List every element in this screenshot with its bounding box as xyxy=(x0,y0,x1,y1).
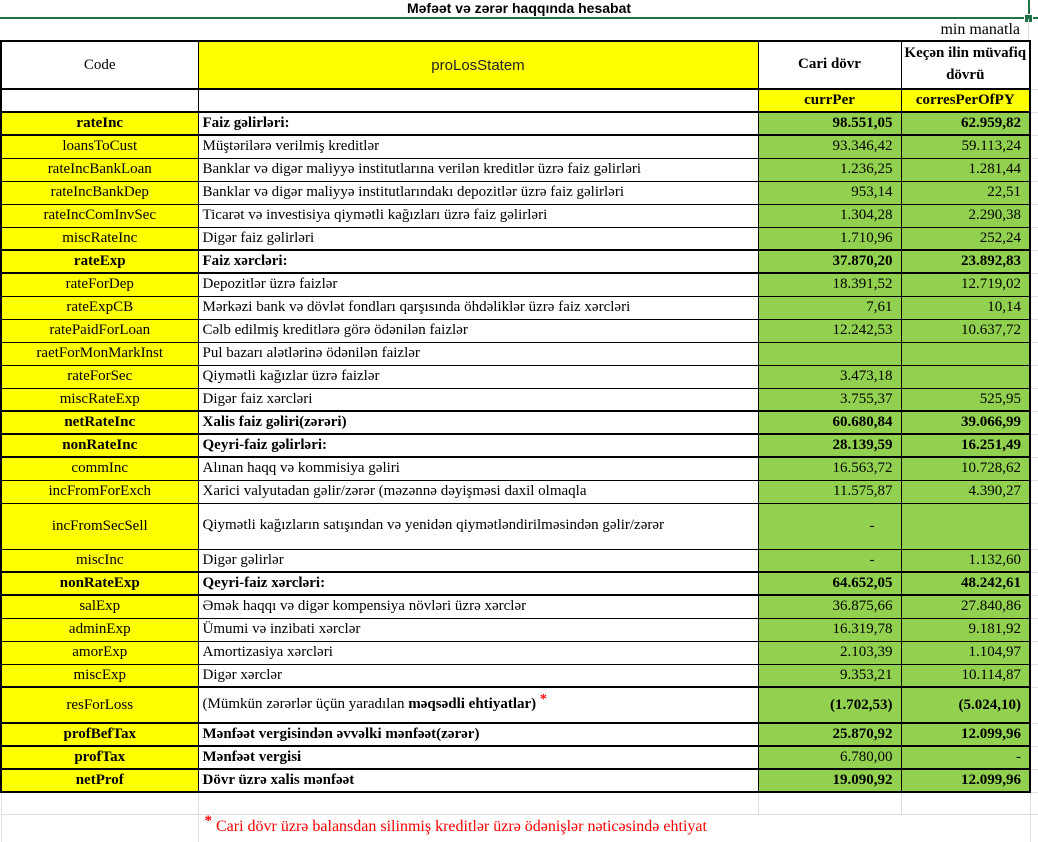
code-cell[interactable]: rateIncBankDep xyxy=(1,181,198,204)
code-cell[interactable]: loansToCust xyxy=(1,135,198,158)
description-cell[interactable]: Xarici valyutadan gəlir/zərər (məzənnə dəyişməsi daxil olmaqla xyxy=(198,480,758,503)
grid-gutter xyxy=(1030,434,1038,457)
code-cell[interactable]: rateInc xyxy=(1,112,198,135)
unit-note-cell[interactable]: min manatla xyxy=(940,21,1020,38)
grid-gutter xyxy=(1030,227,1038,250)
code-cell[interactable]: incFromSecSell xyxy=(1,503,198,549)
previous-value-cell[interactable]: 1.281,44 xyxy=(901,158,1030,181)
table-row xyxy=(1,181,1038,204)
current-value-cell[interactable]: 60.680,84 xyxy=(758,411,901,434)
empty-cell[interactable] xyxy=(1,792,198,814)
previous-value-cell[interactable]: 59.113,24 xyxy=(901,135,1030,158)
grid-gutter xyxy=(1030,572,1038,595)
table-row xyxy=(1,319,1038,342)
current-value-cell[interactable]: 3.473,18 xyxy=(758,365,901,388)
description-cell[interactable]: (Mümkün zərərlər üçün yaradılan məqsədli ehtiyatlar) * xyxy=(198,687,758,723)
table-row xyxy=(1,746,1038,769)
grid-gutter xyxy=(1030,112,1038,135)
current-value-cell[interactable]: 16.319,78 xyxy=(758,618,901,641)
current-value-cell[interactable]: 7,61 xyxy=(758,296,901,319)
table-row xyxy=(1,388,1038,411)
empty-cell[interactable] xyxy=(758,792,901,814)
code-cell[interactable]: incFromForExch xyxy=(1,480,198,503)
previous-value-cell[interactable] xyxy=(901,365,1030,388)
header-row xyxy=(1,41,1038,89)
previous-value-cell[interactable]: 10.728,62 xyxy=(901,457,1030,480)
current-value-cell[interactable]: 36.875,66 xyxy=(758,595,901,618)
previous-value-cell[interactable]: 525,95 xyxy=(901,388,1030,411)
table-row xyxy=(1,135,1038,158)
table-row xyxy=(1,296,1038,319)
description-cell[interactable]: Mənfəət vergisindən əvvəlki mənfəət(zərər) xyxy=(198,723,758,746)
code-cell[interactable]: profTax xyxy=(1,746,198,769)
table-row xyxy=(1,158,1038,181)
code-cell[interactable]: nonRateInc xyxy=(1,434,198,457)
code-cell[interactable]: rateExpCB xyxy=(1,296,198,319)
current-value-cell[interactable]: - xyxy=(758,503,901,549)
previous-value-cell[interactable]: 12.099,96 xyxy=(901,723,1030,746)
table-row xyxy=(1,457,1038,480)
description-cell[interactable]: Digər gəlirlər xyxy=(198,549,758,572)
table-row xyxy=(1,549,1038,572)
description-cell[interactable]: Ticarət və investisiya qiymətli kağızları üzrə faiz gəlirləri xyxy=(198,204,758,227)
code-cell[interactable]: salExp xyxy=(1,595,198,618)
code-cell[interactable]: nonRateExp xyxy=(1,572,198,595)
code-cell[interactable]: rateForSec xyxy=(1,365,198,388)
description-cell[interactable]: Qeyri-faiz gəlirləri: xyxy=(198,434,758,457)
grid-gutter xyxy=(1030,158,1038,181)
code-cell[interactable]: miscInc xyxy=(1,549,198,572)
current-value-cell[interactable]: 9.353,21 xyxy=(758,664,901,687)
previous-value-cell[interactable]: 12.099,96 xyxy=(901,769,1030,792)
table-row xyxy=(1,769,1038,792)
code-cell[interactable]: miscRateInc xyxy=(1,227,198,250)
table-row xyxy=(1,664,1038,687)
previous-value-cell[interactable]: 1.132,60 xyxy=(901,549,1030,572)
subheader-corresper-cell[interactable]: corresPerOfPY xyxy=(901,89,1030,112)
description-cell[interactable]: Digər xərclər xyxy=(198,664,758,687)
empty-cell[interactable] xyxy=(1,89,198,112)
current-value-cell[interactable]: 1.236,25 xyxy=(758,158,901,181)
grid-gutter xyxy=(1030,181,1038,204)
grid-gutter xyxy=(1030,687,1038,723)
table-row xyxy=(1,342,1038,365)
grid-gutter xyxy=(1030,746,1038,769)
code-cell[interactable]: netProf xyxy=(1,769,198,792)
table-row xyxy=(1,687,1038,723)
description-cell[interactable]: Faiz gəlirləri: xyxy=(198,112,758,135)
grid-gutter xyxy=(1030,135,1038,158)
previous-value-cell[interactable]: 9.181,92 xyxy=(901,618,1030,641)
current-value-cell[interactable]: 19.090,92 xyxy=(758,769,901,792)
code-cell[interactable]: amorExp xyxy=(1,641,198,664)
previous-value-cell[interactable]: 39.066,99 xyxy=(901,411,1030,434)
grid-gutter xyxy=(1030,342,1038,365)
table-row xyxy=(1,434,1038,457)
previous-value-cell[interactable]: 48.242,61 xyxy=(901,572,1030,595)
current-value-cell[interactable]: 1.710,96 xyxy=(758,227,901,250)
previous-value-cell[interactable]: 10.114,87 xyxy=(901,664,1030,687)
grid-gutter xyxy=(1030,411,1038,434)
empty-cell[interactable] xyxy=(1,814,198,842)
grid-gutter xyxy=(1030,769,1038,792)
grid-gutter xyxy=(1030,480,1038,503)
description-cell[interactable]: Qiymətli kağızlar üzrə faizlər xyxy=(198,365,758,388)
current-value-cell[interactable]: 98.551,05 xyxy=(758,112,901,135)
description-cell[interactable]: Mərkəzi bank və dövlət fondları qarşısında öhdəliklər üzrə faiz xərcləri xyxy=(198,296,758,319)
current-value-cell[interactable]: 3.755,37 xyxy=(758,388,901,411)
description-cell[interactable]: Ümumi və inzibati xərclər xyxy=(198,618,758,641)
previous-value-cell[interactable]: 4.390,27 xyxy=(901,480,1030,503)
description-cell[interactable]: Faiz xərcləri: xyxy=(198,250,758,273)
blank-row xyxy=(1,792,1038,814)
description-cell[interactable]: Qeyri-faiz xərcləri: xyxy=(198,572,758,595)
current-value-cell[interactable]: 16.563,72 xyxy=(758,457,901,480)
current-value-cell[interactable]: 64.652,05 xyxy=(758,572,901,595)
previous-value-cell[interactable]: 62.959,82 xyxy=(901,112,1030,135)
current-value-cell[interactable]: (1.702,53) xyxy=(758,687,901,723)
description-cell[interactable]: Digər faiz xərcləri xyxy=(198,388,758,411)
table-row xyxy=(1,723,1038,746)
code-cell[interactable]: raetForMonMarkInst xyxy=(1,342,198,365)
grid-gutter xyxy=(1030,664,1038,687)
subheader-row xyxy=(1,89,1038,112)
previous-value-cell[interactable]: 1.104,97 xyxy=(901,641,1030,664)
previous-value-cell[interactable]: 23.892,83 xyxy=(901,250,1030,273)
previous-value-cell[interactable]: 22,51 xyxy=(901,181,1030,204)
header-code-cell[interactable]: Code xyxy=(1,41,198,89)
description-cell[interactable]: Dövr üzrə xalis mənfəət xyxy=(198,769,758,792)
code-cell[interactable]: miscRateExp xyxy=(1,388,198,411)
table-row xyxy=(1,641,1038,664)
current-value-cell[interactable]: 11.575,87 xyxy=(758,480,901,503)
code-cell[interactable]: ratePaidForLoan xyxy=(1,319,198,342)
description-cell[interactable]: Depozitlər üzrə faizlər xyxy=(198,273,758,296)
current-value-cell[interactable]: 1.304,28 xyxy=(758,204,901,227)
table-row xyxy=(1,595,1038,618)
previous-value-cell[interactable]: (5.024,10) xyxy=(901,687,1030,723)
table-row xyxy=(1,365,1038,388)
code-cell[interactable]: resForLoss xyxy=(1,687,198,723)
table-row xyxy=(1,250,1038,273)
current-value-cell[interactable]: 25.870,92 xyxy=(758,723,901,746)
current-value-cell[interactable] xyxy=(758,342,901,365)
header-current-period-cell[interactable]: Cari dövr xyxy=(758,41,901,89)
description-cell[interactable]: Mənfəət vergisi xyxy=(198,746,758,769)
code-cell[interactable]: adminExp xyxy=(1,618,198,641)
previous-value-cell[interactable]: 10,14 xyxy=(901,296,1030,319)
grid-gutter xyxy=(1030,296,1038,319)
table-row xyxy=(1,204,1038,227)
description-cell[interactable]: Banklar və digər maliyyə institutlarına verilən kreditlər üzrə faiz gəlirləri xyxy=(198,158,758,181)
previous-value-cell[interactable]: 12.719,02 xyxy=(901,273,1030,296)
code-cell[interactable]: commInc xyxy=(1,457,198,480)
description-cell[interactable]: Cəlb edilmiş kreditlərə görə ödənilən faizlər xyxy=(198,319,758,342)
table-row xyxy=(1,227,1038,250)
current-value-cell[interactable]: 953,14 xyxy=(758,181,901,204)
grid-gutter xyxy=(1030,204,1038,227)
table-row xyxy=(1,273,1038,296)
code-cell[interactable]: rateForDep xyxy=(1,273,198,296)
grid-gutter xyxy=(1030,388,1038,411)
footnote-row xyxy=(1,814,1038,842)
previous-value-cell[interactable]: 16.251,49 xyxy=(901,434,1030,457)
grid-gutter xyxy=(1030,365,1038,388)
table-row xyxy=(1,618,1038,641)
current-value-cell[interactable]: 6.780,00 xyxy=(758,746,901,769)
code-cell[interactable]: rateExp xyxy=(1,250,198,273)
current-value-cell[interactable]: 12.242,53 xyxy=(758,319,901,342)
code-cell[interactable]: miscExp xyxy=(1,664,198,687)
current-value-cell[interactable]: - xyxy=(758,549,901,572)
description-cell[interactable]: Alınan haqq və kommisiya gəliri xyxy=(198,457,758,480)
table-body xyxy=(1,112,1038,792)
code-cell[interactable]: rateIncComInvSec xyxy=(1,204,198,227)
previous-value-cell[interactable]: 10.637,72 xyxy=(901,319,1030,342)
grid-gutter xyxy=(1030,814,1038,842)
grid-gutter xyxy=(1030,618,1038,641)
grid-gutter xyxy=(1030,457,1038,480)
grid-gutter xyxy=(1030,723,1038,746)
table-row xyxy=(1,112,1038,135)
description-cell[interactable]: Amortizasiya xərcləri xyxy=(198,641,758,664)
empty-cell[interactable] xyxy=(198,792,758,814)
description-cell[interactable]: Əmək haqqı və digər kompensiya növləri üzrə xərclər xyxy=(198,595,758,618)
description-cell[interactable]: Digər faiz gəlirləri xyxy=(198,227,758,250)
grid-gutter xyxy=(1030,549,1038,572)
previous-value-cell[interactable] xyxy=(901,342,1030,365)
empty-cell[interactable] xyxy=(198,89,758,112)
grid-gutter xyxy=(1030,41,1038,89)
description-cell[interactable]: Müştərilərə verilmiş kreditlər xyxy=(198,135,758,158)
report-title-cell[interactable]: Məfəət və zərər haqqında hesabat xyxy=(406,0,632,16)
code-cell[interactable]: rateIncBankLoan xyxy=(1,158,198,181)
previous-value-cell[interactable]: - xyxy=(901,746,1030,769)
empty-cell[interactable] xyxy=(901,792,1030,814)
description-cell[interactable]: Pul bazarı alətlərinə ödənilən faizlər xyxy=(198,342,758,365)
table-row xyxy=(1,503,1038,549)
footnote-asterisk: * xyxy=(204,813,212,830)
grid-gutter xyxy=(1030,792,1038,814)
current-value-cell[interactable]: 2.103,39 xyxy=(758,641,901,664)
current-value-cell[interactable]: 37.870,20 xyxy=(758,250,901,273)
subheader-currper-cell[interactable]: currPer xyxy=(758,89,901,112)
previous-value-cell[interactable]: 27.840,86 xyxy=(901,595,1030,618)
grid-gutter xyxy=(1030,89,1038,112)
asterisk-marker: * xyxy=(539,692,547,708)
grid-gutter xyxy=(1030,641,1038,664)
description-cell[interactable]: Xalis faiz gəliri(zərəri) xyxy=(198,411,758,434)
description-cell[interactable]: Qiymətli kağızların satışından və yenidən qiymətləndirilməsindən gəlir/zərər xyxy=(198,503,758,549)
previous-value-cell[interactable]: 252,24 xyxy=(901,227,1030,250)
grid-gutter xyxy=(1030,595,1038,618)
grid-gutter xyxy=(1030,503,1038,549)
current-value-cell[interactable]: 18.391,52 xyxy=(758,273,901,296)
current-value-cell[interactable]: 28.139,59 xyxy=(758,434,901,457)
code-cell[interactable]: profBefTax xyxy=(1,723,198,746)
table-row xyxy=(1,411,1038,434)
grid-gutter xyxy=(1030,273,1038,296)
header-previous-period-cell[interactable]: Keçən ilin müvafiq dövrü xyxy=(901,41,1030,89)
header-statement-cell[interactable]: proLosStatem xyxy=(198,41,758,89)
footnote-cell[interactable] xyxy=(198,814,1030,842)
table-row xyxy=(1,480,1038,503)
description-cell[interactable]: Banklar və digər maliyyə institutlarındakı depozitlər üzrə faiz gəlirləri xyxy=(198,181,758,204)
current-value-cell[interactable]: 93.346,42 xyxy=(758,135,901,158)
grid-gutter xyxy=(1030,319,1038,342)
previous-value-cell[interactable] xyxy=(901,503,1030,549)
footnote-text: Cari dövr üzrə balansdan silinmiş kreditlər üzrə ödənişlər nəticəsində ehtiyat xyxy=(216,817,707,835)
code-cell[interactable]: netRateInc xyxy=(1,411,198,434)
gridline xyxy=(1028,19,1029,40)
pl-statement-table xyxy=(0,40,1038,842)
grid-gutter xyxy=(1030,250,1038,273)
previous-value-cell[interactable]: 2.290,38 xyxy=(901,204,1030,227)
table-row xyxy=(1,572,1038,595)
